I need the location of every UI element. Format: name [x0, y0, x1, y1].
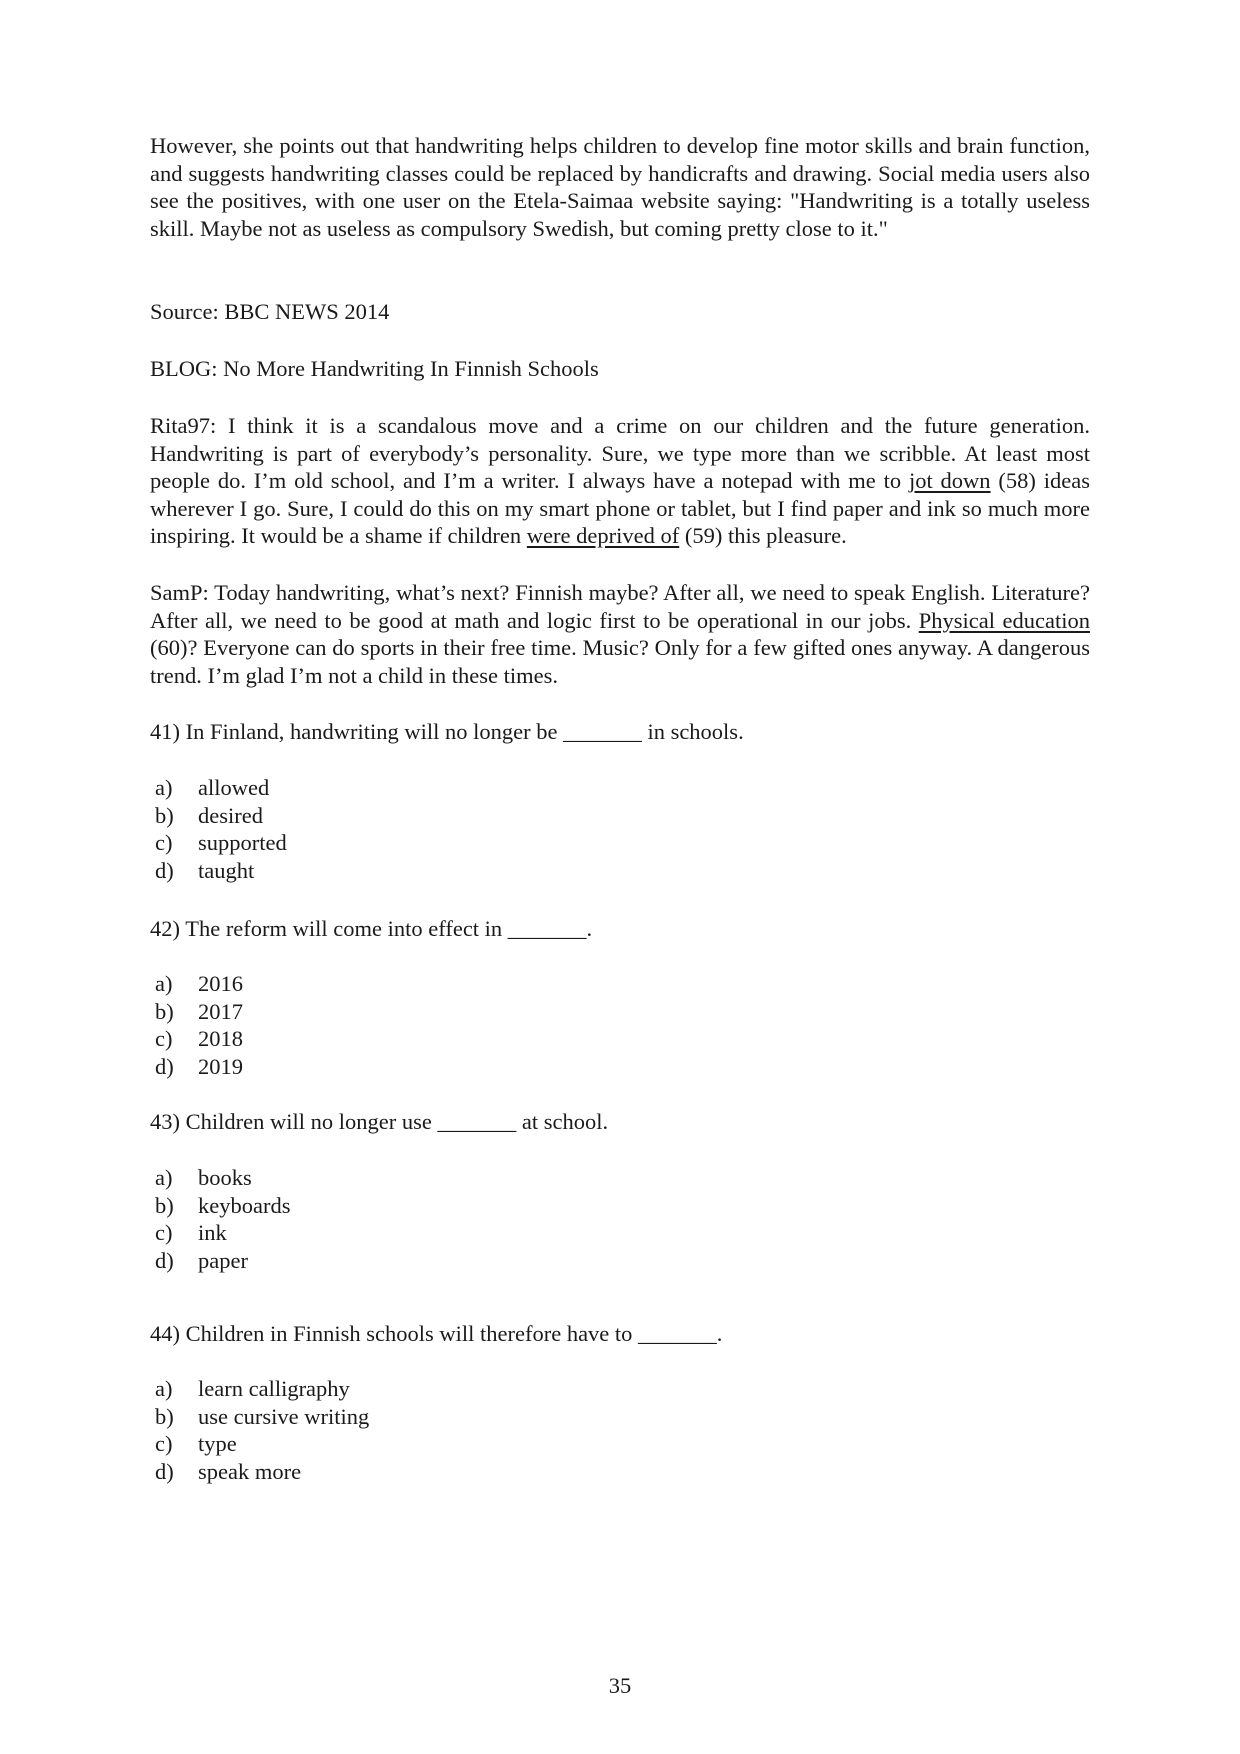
comment-text: (59) this pleasure.	[679, 523, 847, 548]
option-text: allowed	[198, 775, 270, 800]
question-43: 43) Children will no longer use _______ at school.	[150, 1109, 609, 1134]
option-text: 2019	[198, 1053, 243, 1079]
option-text: paper	[198, 1247, 248, 1273]
option-text: 2017	[198, 998, 243, 1024]
comment-text: SamP: Today handwriting, what’s next? Finnish maybe? After all, we need to speak English. Literature? After all, we need to be good at math and logic first to be operational in our jobs.	[150, 580, 1090, 633]
option-text: keyboards	[198, 1192, 291, 1218]
option-text: books	[198, 1165, 252, 1190]
article-source: Source: BBC NEWS 2014	[150, 299, 390, 324]
option-letter: d)	[155, 1053, 174, 1079]
option-letter: c)	[155, 830, 173, 855]
option-text: ink	[198, 1220, 227, 1245]
comment-text: Rita97: I think it is a scandalous move and a crime on our children and the future generation. Handwriting is part of everybody’s personality. Sure, we type more than we scribble. At least most people do. I’m old school, and I’m a writer. I always have a notepad with me to	[150, 413, 1090, 493]
option-text: type	[198, 1431, 237, 1456]
option-letter: b)	[155, 998, 174, 1024]
option-text: desired	[198, 802, 263, 828]
option-letter: d)	[155, 1458, 174, 1484]
option-letter: c)	[155, 1026, 173, 1051]
option-text: 2018	[198, 1026, 243, 1051]
option-letter: b)	[155, 1192, 174, 1218]
underlined-term-60: Physical education	[918, 607, 1090, 633]
option-letter: a)	[155, 775, 173, 800]
option-letter: c)	[155, 1431, 173, 1456]
blog-comment-samp	[150, 579, 1090, 689]
question-44: 44) Children in Finnish schools will therefore have to _______.	[150, 1321, 723, 1346]
option-text: speak more	[198, 1458, 302, 1484]
option-letter: b)	[155, 802, 174, 828]
option-letter: a)	[155, 1165, 173, 1190]
underlined-term-59: were deprived of	[526, 523, 680, 548]
document-page	[150, 0, 1090, 1754]
option-text: 2016	[198, 971, 243, 996]
page-number: 35	[608, 1673, 632, 1698]
question-41: 41) In Finland, handwriting will no longer be _______ in schools.	[150, 719, 744, 744]
article-paragraph: However, she points out that handwriting helps children to develop fine motor skills and brain function, and suggests handwriting classes could be replaced by handicrafts and drawing. Social media users also see the positives, with one user on the Etela-Saimaa website saying: "Handwriting is a totally useless skill. Maybe not as useless as compulsory Swedish, but coming pretty close to it."	[150, 133, 1090, 241]
option-letter: d)	[155, 1247, 174, 1273]
blog-comment-rita97	[150, 412, 1090, 550]
option-letter: a)	[155, 971, 173, 996]
option-letter: a)	[155, 1376, 173, 1401]
comment-text: (60)? Everyone can do sports in their free time. Music? Only for a few gifted ones anyway. A dangerous trend. I’m glad I’m not a child in these times.	[150, 635, 1090, 688]
option-text: taught	[198, 857, 255, 883]
question-42: 42) The reform will come into effect in _______.	[150, 916, 593, 941]
option-letter: b)	[155, 1403, 174, 1429]
option-text: use cursive writing	[198, 1403, 370, 1429]
option-text: supported	[198, 830, 287, 855]
option-text: learn calligraphy	[198, 1376, 350, 1401]
comment-text: (58) ideas wherever I go. Sure, I could do this on my smart phone or tablet, but I find paper and ink so much more inspiring. It would be a shame if children	[150, 468, 1090, 548]
option-letter: d)	[155, 857, 174, 883]
blog-title: BLOG: No More Handwriting In Finnish Schools	[150, 356, 599, 381]
underlined-term-58: jot down	[908, 468, 991, 493]
option-letter: c)	[155, 1220, 173, 1245]
